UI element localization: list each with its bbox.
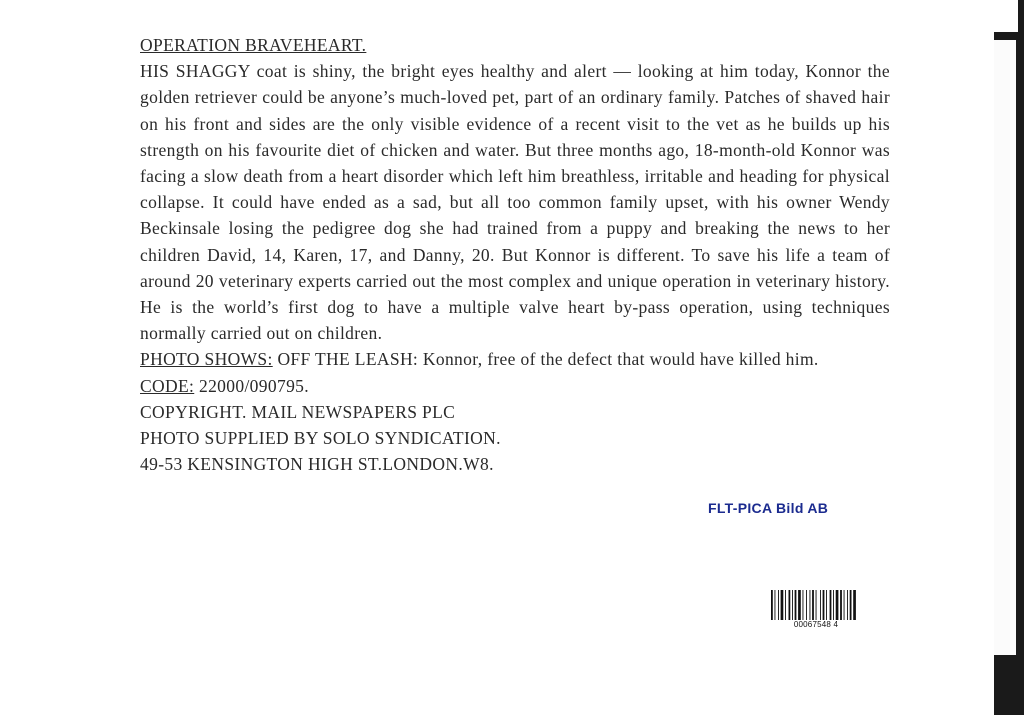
address-line: 49-53 KENSINGTON HIGH ST.LONDON.W8.	[140, 454, 494, 475]
barcode-bars-icon	[770, 590, 862, 620]
copyright-line: COPYRIGHT. MAIL NEWSPAPERS PLC	[140, 401, 456, 422]
photo-shows-label: PHOTO SHOWS:	[140, 349, 273, 370]
barcode-number: 00067548 4	[793, 620, 839, 629]
code-label: CODE:	[140, 375, 195, 396]
supplier-line: PHOTO SUPPLIED BY SOLO SYNDICATION.	[140, 428, 501, 449]
code-value: 22000/090795.	[194, 375, 310, 396]
photo-shows-line	[140, 346, 890, 372]
document-title: OPERATION BRAVEHEART.	[140, 35, 367, 55]
archive-stamp: FLT-PICA Bild AB	[708, 500, 829, 516]
code-line	[140, 373, 890, 399]
caption-sheet	[140, 32, 890, 477]
photo-shows-text: OFF THE LEASH: Konnor, free of the defect that would have killed him.	[272, 349, 819, 370]
caption-body: HIS SHAGGY coat is shiny, the bright eyes healthy and alert — looking at him today, Konnor the golden retriever could be anyone’s much-loved pet, part of an ordinary family. Patches of shaved hair on his front and sides are the only visible evidence of a recent visit to the vet as he builds up his strength on his favourite diet of chicken and water. But three months ago, 18-month-old Konnor was facing a slow death from a heart disorder which left him breathless, irritable and heading for physical collapse. It could have ended as a sad, but all too common family upset, with his owner Wendy Beckinsale losing the pedigree dog she had trained from a puppy and breaking the news to her children David, 14, Karen, 17, and Danny, 20. But Konnor is different. To save his life a team of around 20 veterinary experts carried out the most complex and unique operation in veterinary history. He is the world’s first dog to have a multiple valve heart by-pass operation, using techniques normally carried out on children.	[140, 61, 890, 344]
barcode	[770, 590, 862, 630]
scan-edge	[994, 0, 1024, 715]
